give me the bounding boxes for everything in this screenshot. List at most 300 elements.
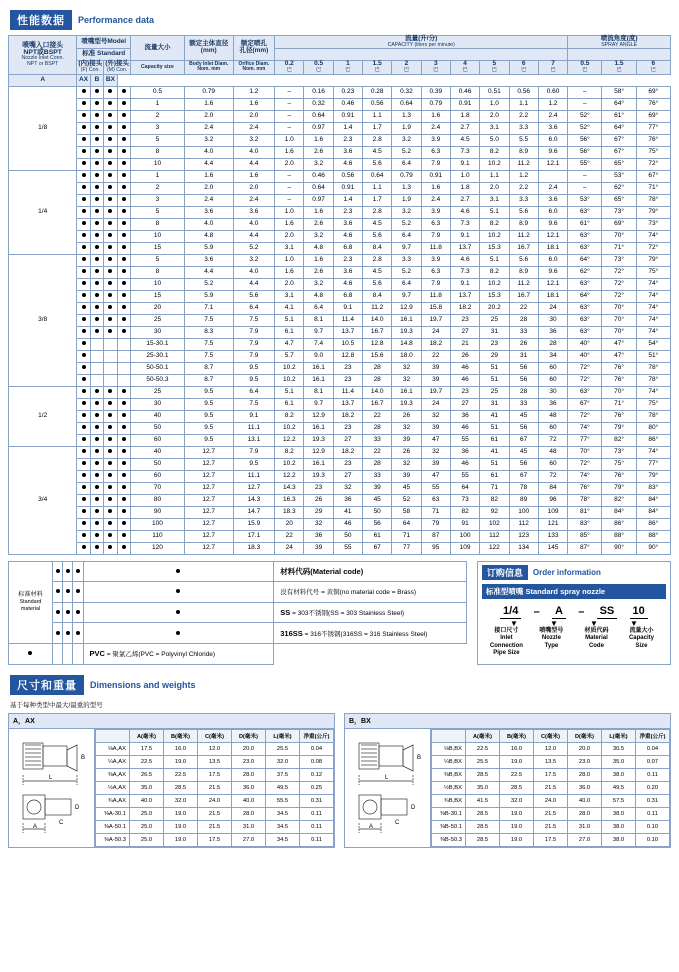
bullet-icon [108, 209, 112, 213]
bullet-icon [108, 521, 112, 525]
dimension-cell: 34.5 [266, 807, 300, 820]
dimension-cell: 21.5 [534, 807, 568, 820]
spray-angle-cell: 83° [568, 518, 602, 530]
flow-cell: 6.4 [392, 158, 421, 170]
orifice-diam-cell: 5.6 [233, 290, 275, 302]
spray-angle-cell: 71° [602, 242, 636, 254]
model-dot-cell [90, 314, 103, 326]
model-dot-cell [117, 518, 130, 530]
dimension-cell: 0.25 [300, 781, 334, 794]
spray-angle-cell: 79° [602, 422, 636, 434]
bullet-icon [108, 173, 112, 177]
header-pressure-2: 1 巴 [333, 61, 362, 74]
model-dot-cell [104, 86, 117, 98]
inlet-size-cell: 1/8 [9, 86, 77, 170]
dimension-cell: 38.0 [602, 820, 636, 833]
flow-cell: 72 [538, 434, 567, 446]
model-dot-cell [104, 482, 117, 494]
spray-angle-cell: 47° [602, 338, 636, 350]
flow-cell: 10.2 [480, 230, 509, 242]
flow-cell: 10.2 [480, 278, 509, 290]
dimension-cell: ¾B,BX [432, 794, 466, 807]
header-pressure-6: 4 巴 [450, 61, 479, 74]
flow-cell: 3.9 [421, 134, 450, 146]
flow-cell: 29 [480, 350, 509, 362]
model-dot-cell [77, 170, 90, 182]
header-body-en: Body Inlet Diam. Nom. mm [184, 61, 233, 74]
orifice-diam-cell: 4.0 [233, 218, 275, 230]
flow-cell: 50 [333, 530, 362, 542]
capacity-size-cell: 15-30.1 [131, 338, 185, 350]
flow-cell: 39 [304, 542, 333, 554]
bullet-icon [95, 281, 99, 285]
model-dot-cell [77, 230, 90, 242]
body-diam-cell: 4.0 [184, 218, 233, 230]
dimensions-title-en: Dimensions and weights [90, 679, 196, 690]
spray-angle-cell: 53° [568, 194, 602, 206]
body-diam-cell: 12.7 [184, 518, 233, 530]
bullet-icon [122, 497, 126, 501]
bullet-icon [95, 413, 99, 417]
flow-cell: 6.0 [538, 254, 567, 266]
dimension-cell: ¼B,BX [432, 755, 466, 768]
dimension-cell: ½A,AX [96, 781, 130, 794]
flow-cell: 11.4 [333, 386, 362, 398]
flow-cell: 61 [480, 434, 509, 446]
flow-cell: 6.8 [333, 290, 362, 302]
bullet-icon [82, 233, 86, 237]
body-diam-cell: 12.7 [184, 446, 233, 458]
flow-cell: 51 [480, 362, 509, 374]
model-dot-cell [90, 206, 103, 218]
bullet-icon [122, 401, 126, 405]
spray-angle-cell: 79° [636, 470, 670, 482]
bullet-icon [95, 437, 99, 441]
material-dot-cell [83, 582, 274, 603]
flow-cell: 5.6 [509, 254, 538, 266]
flow-cell: 2.8 [363, 134, 392, 146]
model-dot-cell [90, 542, 103, 554]
table-row [96, 742, 334, 755]
body-diam-cell: 12.7 [184, 530, 233, 542]
bullet-icon [82, 257, 86, 261]
bullet-icon [122, 161, 126, 165]
flow-cell: 39 [421, 458, 450, 470]
model-dot-cell [117, 482, 130, 494]
capacity-size-cell: 60 [131, 470, 185, 482]
bullet-icon [82, 485, 86, 489]
flow-cell: 2.0 [275, 278, 304, 290]
material-dot-cell [52, 643, 62, 664]
orifice-diam-cell: 6.4 [233, 302, 275, 314]
bullet-icon [122, 149, 126, 153]
model-dot-cell [90, 134, 103, 146]
flow-cell: 9.7 [304, 326, 333, 338]
flow-cell: 5.6 [363, 158, 392, 170]
flow-cell: 13.7 [333, 398, 362, 410]
orifice-diam-cell: 4.0 [233, 146, 275, 158]
flow-cell: 45 [509, 410, 538, 422]
dimension-cell: 35.0 [130, 781, 164, 794]
dimension-cell: 0.07 [636, 755, 670, 768]
flow-cell: 24 [538, 302, 567, 314]
bullet-icon [82, 341, 86, 345]
dimension-cell: 36.0 [568, 781, 602, 794]
flow-cell: 15.6 [363, 350, 392, 362]
orifice-diam-cell: 2.0 [233, 182, 275, 194]
flow-cell: 12.2 [275, 434, 304, 446]
bullet-icon [95, 401, 99, 405]
capacity-size-cell: 20 [131, 302, 185, 314]
bullet-icon [108, 305, 112, 309]
dimension-cell: 38.0 [602, 833, 636, 846]
bullet-icon [108, 89, 112, 93]
flow-cell: 1.7 [363, 122, 392, 134]
dimension-cell: 19.0 [500, 755, 534, 768]
model-dot-cell [77, 458, 90, 470]
model-dot-cell [90, 182, 103, 194]
dimension-cell: 19.0 [164, 820, 198, 833]
dimension-cell: 34.5 [266, 820, 300, 833]
header-flow-spacer [275, 49, 568, 61]
spray-angle-cell: 70° [602, 386, 636, 398]
flow-cell: 24 [421, 326, 450, 338]
bullet-icon [122, 485, 126, 489]
dimension-cell: 36.0 [232, 781, 266, 794]
flow-cell: 1.0 [450, 170, 479, 182]
bullet-icon [108, 485, 112, 489]
flow-cell: 32 [392, 374, 421, 386]
flow-cell: 46 [450, 458, 479, 470]
bullet-icon [66, 631, 70, 635]
perf-header-row-1 [9, 36, 671, 49]
dimension-cell: 40.0 [568, 794, 602, 807]
model-dot-cell [104, 218, 117, 230]
model-dot-cell [77, 362, 90, 374]
flow-cell: 3.1 [480, 122, 509, 134]
body-diam-cell: 12.7 [184, 494, 233, 506]
spray-angle-cell: 73° [636, 218, 670, 230]
flow-cell: 145 [538, 542, 567, 554]
svg-text:D: D [411, 804, 416, 811]
flow-cell: 7.3 [450, 146, 479, 158]
body-diam-cell: 5.2 [184, 278, 233, 290]
orifice-diam-cell: 4.4 [233, 230, 275, 242]
spray-angle-cell: 76° [602, 410, 636, 422]
dimension-cell: 28.5 [466, 807, 500, 820]
bullet-icon [108, 413, 112, 417]
model-dot-cell [77, 182, 90, 194]
dimension-cell: 22.5 [500, 768, 534, 781]
body-diam-cell: 1.6 [184, 98, 233, 110]
flow-cell: 36 [450, 446, 479, 458]
model-dot-cell [77, 326, 90, 338]
flow-cell: 58 [392, 506, 421, 518]
dimension-cell: 0.11 [636, 768, 670, 781]
spray-angle-cell: 73° [602, 446, 636, 458]
flow-cell: 16.1 [392, 386, 421, 398]
flow-cell: 73 [450, 494, 479, 506]
bullet-icon [95, 317, 99, 321]
flow-cell: 1.8 [450, 182, 479, 194]
bullet-icon [108, 509, 112, 513]
bullet-icon [82, 413, 86, 417]
dimension-cell: 19.0 [500, 833, 534, 846]
flow-cell: 2.3 [333, 254, 362, 266]
flow-cell: 13.7 [450, 242, 479, 254]
flow-cell: 31 [480, 326, 509, 338]
flow-cell: 22 [363, 446, 392, 458]
flow-cell: 25 [480, 314, 509, 326]
bullet-icon [122, 413, 126, 417]
dimension-cell: 0.11 [300, 807, 334, 820]
model-dot-cell [104, 398, 117, 410]
flow-cell: 23 [304, 482, 333, 494]
spray-angle-cell: 53° [602, 170, 636, 182]
flow-cell: 61 [363, 530, 392, 542]
flow-cell: 0.64 [363, 170, 392, 182]
flow-cell: 14.8 [392, 338, 421, 350]
model-dot-cell [77, 290, 90, 302]
model-dot-cell [104, 278, 117, 290]
flow-cell: 63 [421, 494, 450, 506]
model-dot-cell [104, 206, 117, 218]
flow-cell: 6.4 [392, 230, 421, 242]
capacity-size-cell: 30 [131, 326, 185, 338]
flow-cell: 3.1 [275, 242, 304, 254]
model-dot-cell [104, 338, 117, 350]
header-orifice-en: Orifice Diam. Nom. mm [233, 61, 275, 74]
spray-angle-cell: 71° [636, 182, 670, 194]
flow-cell: 0.46 [304, 170, 333, 182]
bullet-icon [82, 425, 86, 429]
flow-cell: 11.2 [363, 302, 392, 314]
flow-cell: 0.91 [333, 110, 362, 122]
flow-cell: 60 [538, 458, 567, 470]
flow-cell: 1.1 [509, 98, 538, 110]
orifice-diam-cell: 1.6 [233, 98, 275, 110]
order-legend [482, 628, 666, 658]
dimension-cell: 32.0 [500, 794, 534, 807]
bullet-icon [95, 305, 99, 309]
spray-angle-cell: 70° [602, 326, 636, 338]
flow-cell: 1.6 [275, 146, 304, 158]
flow-cell: 0.97 [304, 194, 333, 206]
spray-angle-cell: 74° [636, 386, 670, 398]
bullet-icon [82, 221, 86, 225]
table-row [9, 134, 671, 146]
material-dot-cell [73, 623, 83, 644]
header-pressure-8: 6 巴 [509, 61, 538, 74]
flow-cell: 25 [480, 386, 509, 398]
bullet-icon [122, 473, 126, 477]
dimension-cell: 21.5 [198, 807, 232, 820]
dimension-cell: 40.0 [130, 794, 164, 807]
table-row [9, 374, 671, 386]
flow-cell: 39 [392, 434, 421, 446]
flow-cell: 122 [480, 542, 509, 554]
performance-table-body [9, 86, 671, 554]
flow-cell: 28 [509, 386, 538, 398]
table-row [432, 781, 670, 794]
flow-cell: 0.28 [363, 86, 392, 98]
flow-cell: 19.3 [304, 434, 333, 446]
spray-angle-cell: 90° [636, 542, 670, 554]
bullet-icon [108, 113, 112, 117]
material-code-row: 316SS = 316不锈钢(316SS = 316 Stainless Steel) [274, 623, 467, 644]
flow-cell: 0.91 [450, 98, 479, 110]
dimension-cell: 17.5 [534, 833, 568, 846]
flow-cell: 55 [450, 470, 479, 482]
flow-cell: 10.2 [275, 422, 304, 434]
model-dot-cell [117, 230, 130, 242]
model-dot-cell [117, 362, 130, 374]
flow-cell: 20 [275, 518, 304, 530]
bullet-icon [108, 197, 112, 201]
arrow-icon-1: ▼ [509, 618, 518, 628]
dimension-table [95, 729, 334, 847]
spray-angle-cell: 88° [636, 530, 670, 542]
body-diam-cell: 8.7 [184, 374, 233, 386]
material-code-title: 材料代码(Material code) [274, 561, 467, 582]
bullet-icon [122, 125, 126, 129]
flow-cell: 18.3 [275, 506, 304, 518]
capacity-size-cell: 8 [131, 266, 185, 278]
flow-cell: 2.0 [275, 230, 304, 242]
model-dot-cell [90, 290, 103, 302]
performance-title-cn: 性能数据 [10, 10, 72, 30]
flow-cell: 7.9 [421, 230, 450, 242]
bullet-icon [108, 497, 112, 501]
flow-cell: 26 [392, 410, 421, 422]
flow-cell: 47 [421, 470, 450, 482]
flow-cell: 0.56 [333, 170, 362, 182]
flow-cell: 4.5 [363, 218, 392, 230]
spray-angle-cell: 76° [568, 482, 602, 494]
dimension-cell: 0.11 [300, 820, 334, 833]
flow-cell: 31 [480, 398, 509, 410]
spray-angle-cell: 65° [602, 158, 636, 170]
flow-cell: 4.6 [333, 158, 362, 170]
bullet-icon [95, 137, 99, 141]
header-pressure-5: 3 巴 [421, 61, 450, 74]
model-dot-cell [90, 422, 103, 434]
dimension-cell: ⅜B-50.1 [432, 820, 466, 833]
flow-cell: 11.2 [509, 278, 538, 290]
dimension-cell: ¾A,AX [96, 794, 130, 807]
model-dot-cell [77, 194, 90, 206]
capacity-size-cell: 2 [131, 182, 185, 194]
bullet-icon [82, 209, 86, 213]
header-angle-pressure-0: 0.5 巴 [568, 61, 602, 74]
flow-cell: 82 [480, 494, 509, 506]
body-diam-cell: 2.4 [184, 122, 233, 134]
spray-angle-cell: 62° [568, 266, 602, 278]
body-diam-cell: 7.5 [184, 314, 233, 326]
spray-angle-cell: 67° [602, 134, 636, 146]
dimensions-title-cn: 尺寸和重量 [10, 675, 84, 695]
flow-cell: 56 [509, 422, 538, 434]
model-dot-cell [117, 506, 130, 518]
flow-cell: 100 [509, 506, 538, 518]
bullet-icon [108, 257, 112, 261]
performance-table [8, 35, 671, 555]
flow-cell: 60 [538, 362, 567, 374]
flow-cell: 16.3 [275, 494, 304, 506]
flow-cell: 23 [450, 314, 479, 326]
flow-cell: 8.4 [363, 242, 392, 254]
spray-angle-cell: 77° [636, 458, 670, 470]
flow-cell: 4.5 [363, 146, 392, 158]
flow-cell: 134 [509, 542, 538, 554]
flow-cell: – [275, 194, 304, 206]
flow-cell: 11.8 [421, 242, 450, 254]
header-pressure-7: 5 巴 [480, 61, 509, 74]
spray-angle-cell: 61° [568, 218, 602, 230]
dimension-cell: 0.10 [636, 820, 670, 833]
dimension-col-header: A(毫米) [466, 729, 500, 742]
table-row [9, 230, 671, 242]
flow-cell: 109 [538, 506, 567, 518]
material-dot-cell [73, 582, 83, 603]
flow-cell: 36 [538, 398, 567, 410]
capacity-size-cell: 50 [131, 458, 185, 470]
flow-cell: 109 [450, 542, 479, 554]
flow-cell: 5.2 [392, 218, 421, 230]
flow-cell: 48 [538, 446, 567, 458]
model-dot-cell [90, 170, 103, 182]
flow-cell: 0.56 [363, 98, 392, 110]
bullet-icon [76, 589, 80, 593]
capacity-size-cell: 110 [131, 530, 185, 542]
bullet-icon [82, 533, 86, 537]
flow-cell: 26 [450, 350, 479, 362]
capacity-size-cell: 40 [131, 410, 185, 422]
flow-cell: 64 [392, 518, 421, 530]
flow-cell: 4.5 [363, 266, 392, 278]
spray-angle-cell: 77° [636, 122, 670, 134]
dimension-cell: 28.0 [232, 768, 266, 781]
model-dot-cell [77, 314, 90, 326]
capacity-size-cell: 1 [131, 98, 185, 110]
spray-angle-cell: 90° [602, 542, 636, 554]
arrow-icon-3: ▼ [589, 618, 598, 628]
flow-cell: 1.0 [275, 134, 304, 146]
capacity-size-cell: 0.5 [131, 86, 185, 98]
table-row [9, 470, 671, 482]
model-dot-cell [104, 230, 117, 242]
flow-cell: 4.6 [333, 278, 362, 290]
model-dot-cell [90, 326, 103, 338]
spray-angle-cell: 69° [602, 218, 636, 230]
bullet-icon [176, 589, 180, 593]
dimension-cell: 21.5 [198, 781, 232, 794]
dimension-cell: 25.0 [130, 820, 164, 833]
bullet-icon [122, 113, 126, 117]
dimension-cell: 27.0 [568, 833, 602, 846]
orifice-diam-cell: 12.7 [233, 482, 275, 494]
spray-angle-cell: 84° [636, 506, 670, 518]
capacity-size-cell: 25 [131, 386, 185, 398]
table-row [432, 807, 670, 820]
header-standard: 标准 Standard [77, 49, 131, 61]
bullet-icon [108, 401, 112, 405]
flow-cell: 3.9 [421, 206, 450, 218]
model-dot-cell [117, 218, 130, 230]
order-code-inlet: 1/4 [500, 605, 521, 619]
flow-cell: 8.4 [363, 290, 392, 302]
table-row [9, 422, 671, 434]
